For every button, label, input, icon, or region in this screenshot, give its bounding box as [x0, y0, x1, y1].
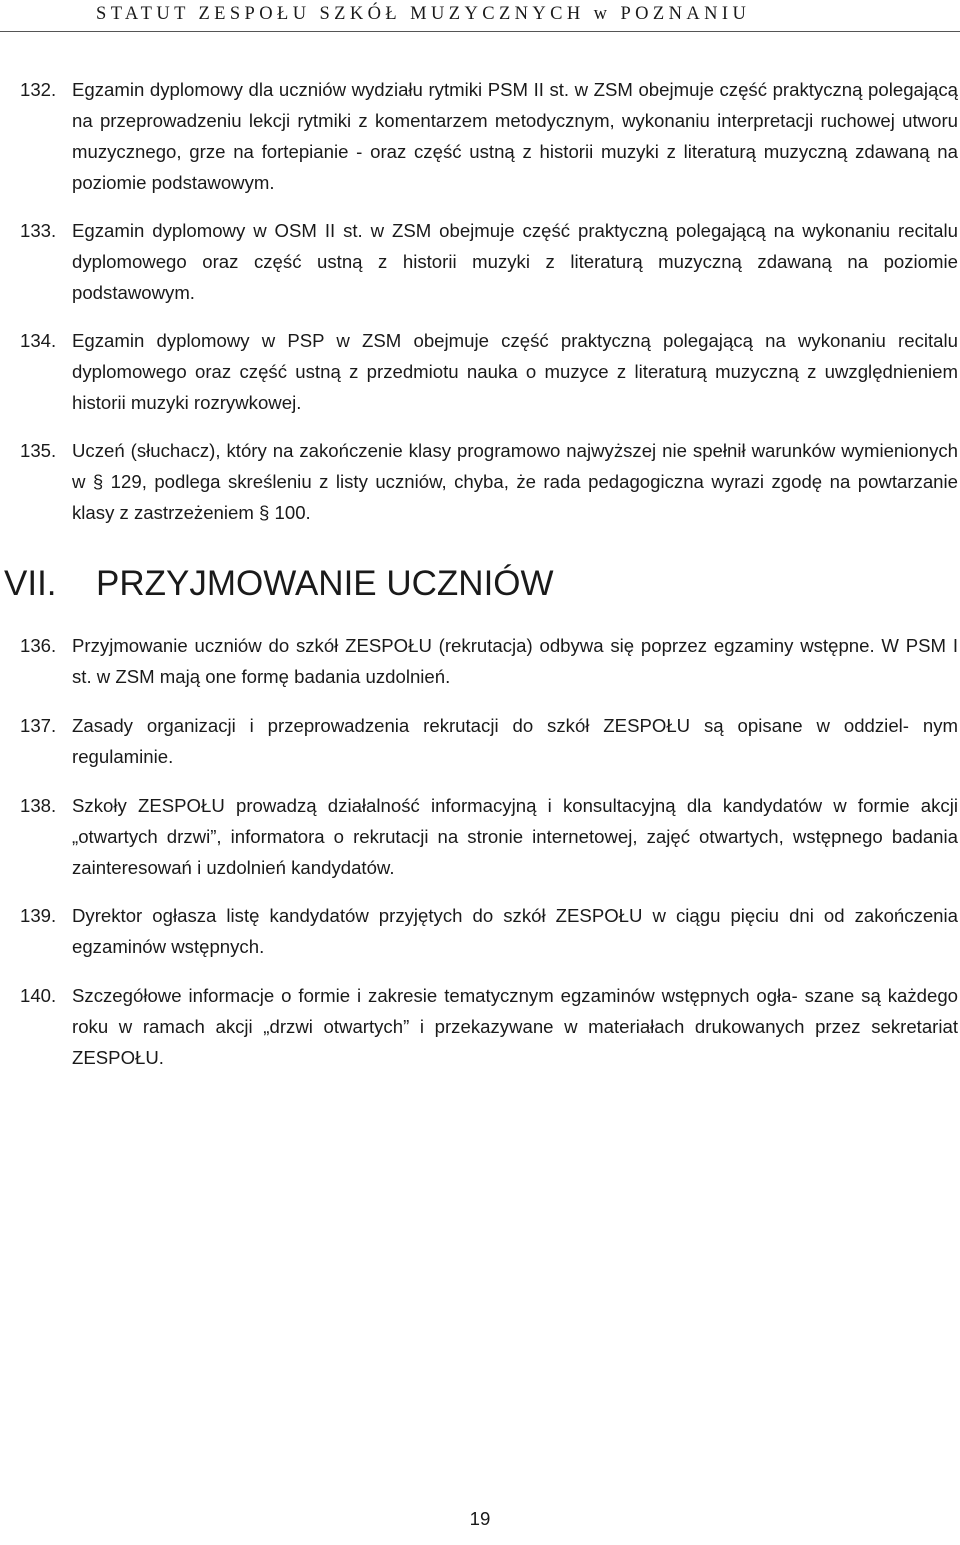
paragraph-134: [20, 325, 958, 418]
paragraph-text: Dyrektor ogłasza listę kandydatów przyjętych do szkół ZESPOŁU w ciągu pięciu dni od zakończenia egzaminów wstępnych.: [72, 905, 958, 957]
paragraph-text: Szkoły ZESPOŁU prowadzą działalność informacyjną i konsultacyjną dla kandydatów w formie akcji „otwartych drzwi”, informatora o rekrutacji na stronie internetowej, zajęć otwartych, wstępnego badania zainteresowań i uzdolnień kandydatów.: [72, 795, 958, 878]
paragraph-text: Zasady organizacji i przeprowadzenia rekrutacji do szkół ZESPOŁU są opisane w oddziel- nym regulaminie.: [72, 715, 958, 767]
paragraph-number: 132.: [20, 79, 57, 100]
paragraph-number: 138.: [20, 795, 57, 816]
section-heading: [4, 562, 554, 606]
paragraph-text: Egzamin dyplomowy dla uczniów wydziału rytmiki PSM II st. w ZSM obejmuje część praktyczną polegającą na przeprowadzeniu lekcji rytmiki z komentarzem metodycznym, wykonaniu interpretacji ruchowej utworu muzycznego, grze na fortepianie - oraz część ustną z historii muzyki z literaturą muzyczną zdawaną na poziomie podstawowym.: [72, 79, 958, 193]
paragraph-number: 133.: [20, 220, 57, 241]
section-title: PRZYJMOWANIE UCZNIÓW: [96, 564, 554, 603]
paragraph-number: 134.: [20, 330, 57, 351]
paragraph-text: Przyjmowanie uczniów do szkół ZESPOŁU (rekrutacja) odbywa się poprzez egzaminy wstępne. W PSM I st. w ZSM mają one formę badania uzdolnień.: [72, 635, 958, 687]
paragraph-text: Egzamin dyplomowy w PSP w ZSM obejmuje część praktyczną polegającą na wykonaniu recitalu dyplomowego oraz część ustną z przedmiotu nauka o muzyce z literaturą muzyczną z uwzględnieniem historii muzyki rozrywkowej.: [72, 330, 958, 413]
paragraph-text: Szczegółowe informacje o formie i zakresie tematycznym egzaminów wstępnych ogła- szane są każdego roku w ramach akcji „drzwi otwartych” i przekazywane w materiałach drukowanych przez sekretariat ZESPOŁU.: [72, 985, 958, 1068]
paragraph-133: [20, 215, 958, 308]
header-divider: [0, 31, 960, 32]
page-number: 19: [469, 1508, 491, 1529]
paragraph-135: [20, 435, 958, 528]
paragraph-number: 140.: [20, 985, 57, 1006]
paragraph-number: 136.: [20, 635, 57, 656]
paragraph-132: [20, 74, 958, 198]
paragraph-number: 135.: [20, 440, 57, 461]
paragraph-139: [20, 900, 958, 962]
paragraph-number: 137.: [20, 715, 57, 736]
paragraph-text: Egzamin dyplomowy w OSM II st. w ZSM obejmuje część praktyczną polegającą na wykonaniu recitalu dyplomowego oraz część ustną z historii muzyki z literaturą muzyczną zdawaną na poziomie podstawowym.: [72, 220, 958, 303]
paragraph-136: [20, 630, 958, 692]
running-header: STATUT ZESPOŁU SZKÓŁ MUZYCZNYCH w POZNANIU: [96, 4, 751, 24]
paragraph-138: [20, 790, 958, 883]
paragraph-text: Uczeń (słuchacz), który na zakończenie klasy programowo najwyższej nie spełnił warunków wymienionych w § 129, podlega skreśleniu z listy uczniów, chyba, że rada pedagogiczna wyrazi zgodę na powtarzanie klasy z zastrzeżeniem § 100.: [72, 440, 958, 523]
paragraph-137: [20, 710, 958, 772]
paragraph-number: 139.: [20, 905, 57, 926]
paragraph-140: [20, 980, 958, 1073]
section-number: VII.: [4, 564, 57, 603]
